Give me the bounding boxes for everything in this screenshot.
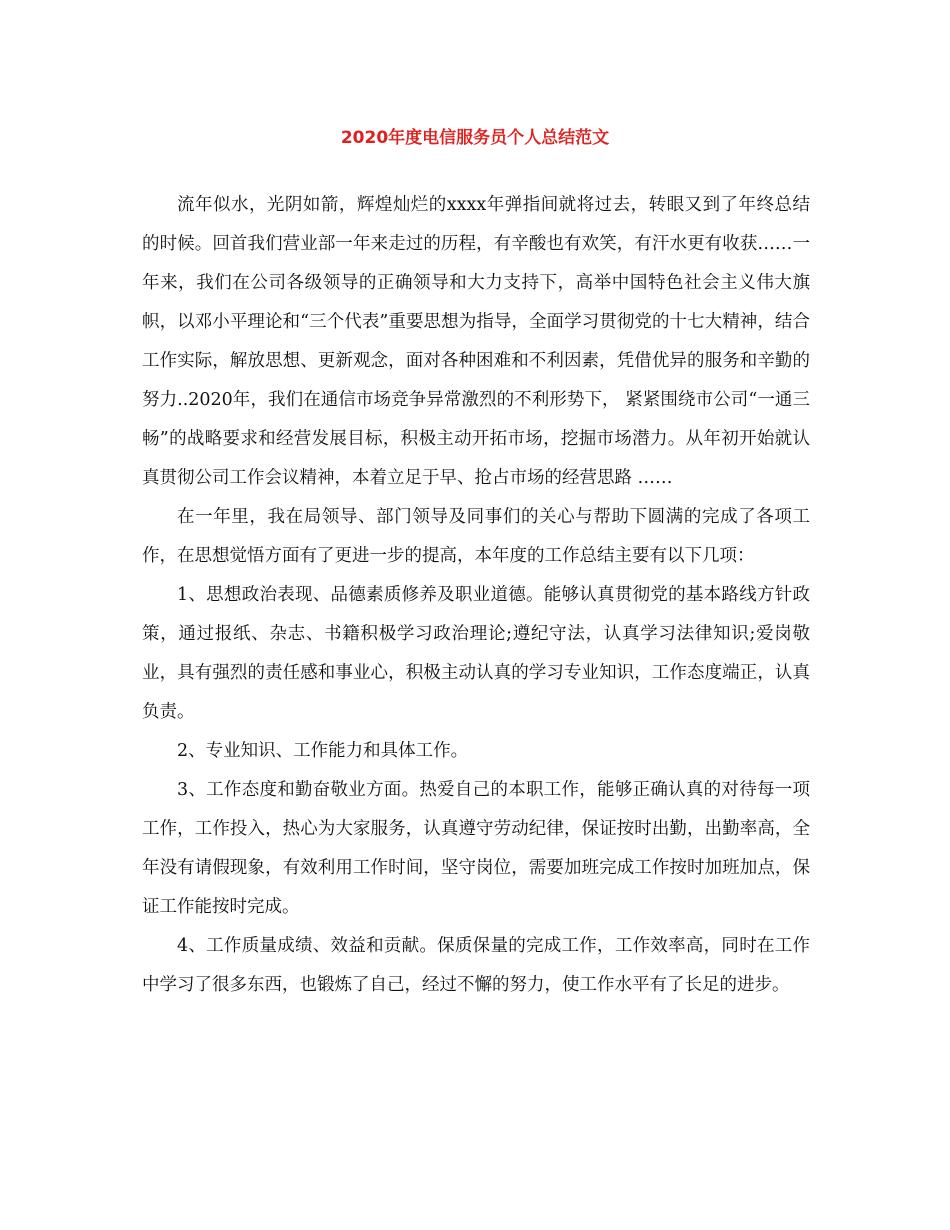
paragraph-intro: 流年似水，光阴如箭，辉煌灿烂的xxxx年弹指间就将过去，转眼又到了年终总结的时候。回首我们营业部一年来走过的历程，有辛酸也有欢笑，有汗水更有收获……一年来，我们在公司各级领导的正确领导和大力支持下，高举中国特色社会主义伟大旗帜，以邓小平理论和“三个代表”重要思想为指导，全面学习贯彻党的十七大精神，结合工作实际，解放思想、更新观念，面对各种困难和不利因素，凭借优异的服务和辛勤的努力..2020年，我们在通信市场竞争异常激烈的不利形势下， 紧紧围绕市公司“一通三畅”的战略要求和经营发展目标，积极主动开拓市场，挖掘市场潜力。从年初开始就认真贯彻公司工作会议精神，本着立足于早、抢占市场的经营思路 ……	[142, 195, 810, 488]
paragraph-overview: 在一年里，我在局领导、部门领导及同事们的关心与帮助下圆满的完成了各项工作，在思想觉悟方面有了更进一步的提高，本年度的工作总结主要有以下几项：	[142, 507, 810, 566]
document-title: 2020年度电信服务员个人总结范文	[340, 128, 610, 148]
paragraph-item-2: 2、专业知识、工作能力和具体工作。	[177, 741, 469, 761]
paragraph-item-4: 4、工作质量成绩、效益和贡献。保质保量的完成工作，工作效率高，同时在工作中学习了很多东西，也锻炼了自己，经过不懈的努力，使工作水平有了长足的进步。	[142, 936, 810, 995]
document-body	[142, 186, 810, 1005]
paragraph-item-1: 1、思想政治表现、品德素质修养及职业道德。能够认真贯彻党的基本路线方针政策，通过报纸、杂志、书籍积极学习政治理论;遵纪守法，认真学习法律知识;爱岗敬业，具有强烈的责任感和事业心，积极主动认真的学习专业知识，工作态度端正，认真负责。	[142, 585, 810, 722]
paragraph-item-3: 3、工作态度和勤奋敬业方面。热爱自己的本职工作，能够正确认真的对待每一项工作，工作投入，热心为大家服务，认真遵守劳动纪律，保证按时出勤，出勤率高，全年没有请假现象，有效利用工作时间，坚守岗位，需要加班完成工作按时加班加点，保证工作能按时完成。	[142, 780, 810, 917]
